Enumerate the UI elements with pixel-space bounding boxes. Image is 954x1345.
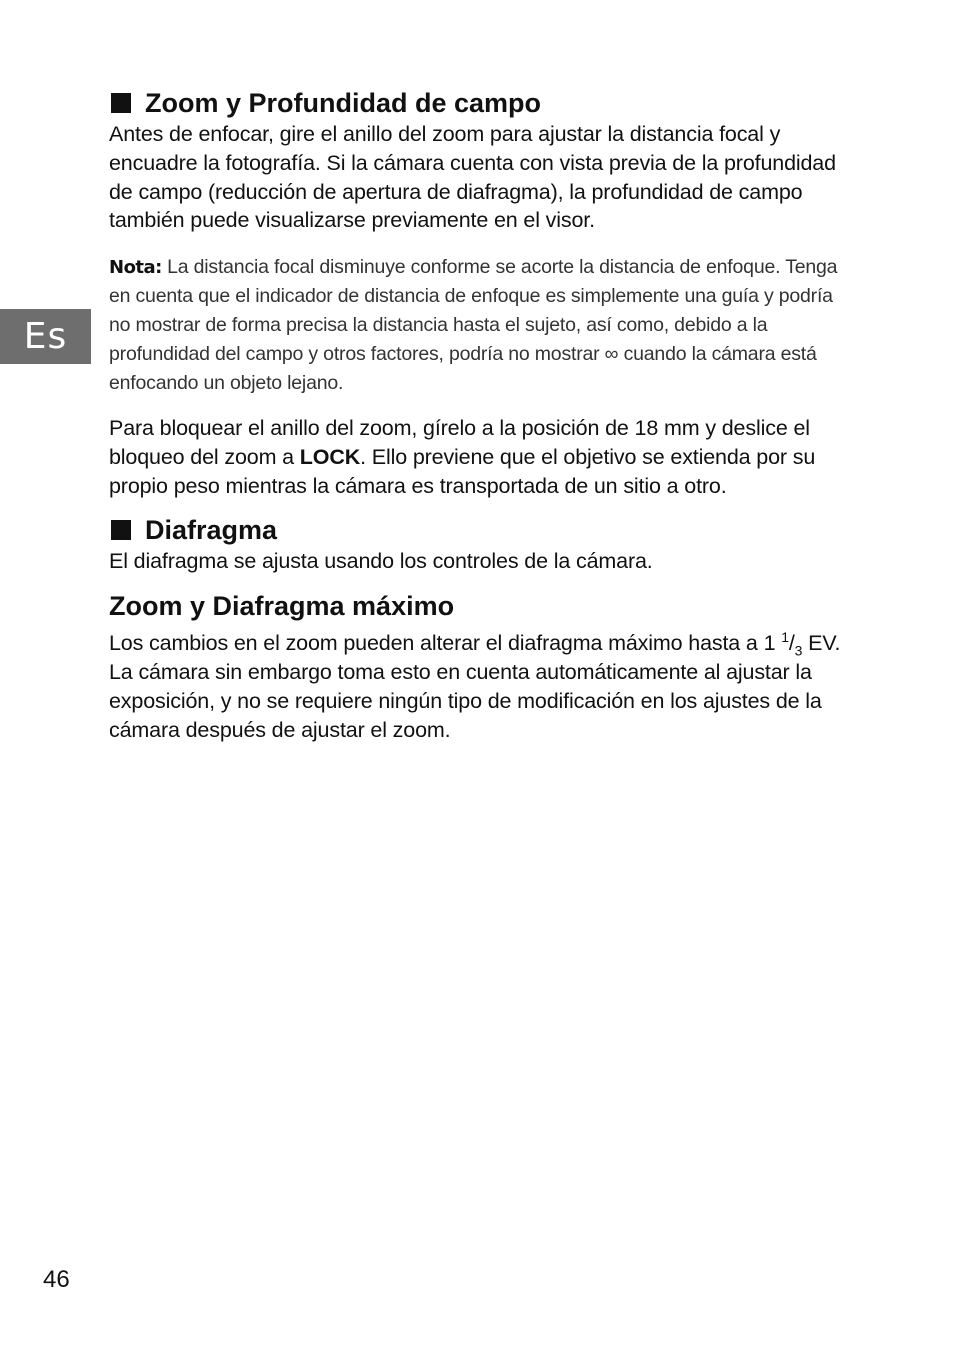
section-heading-aperture (109, 513, 845, 547)
zoom-max-aperture-paragraph (109, 629, 845, 744)
language-tab (0, 309, 91, 364)
fraction-separator: / (788, 631, 795, 656)
zoom-lock-paragraph (109, 414, 845, 500)
language-tab-label: Es (23, 316, 68, 357)
max-aperture-text-before: Los cambios en el zoom pueden alterar el diafragma máximo hasta a 1 (109, 631, 782, 656)
zoom-lock-text-before: Para bloquear el anillo del zoom, gírelo a la posición de 18 mm y deslice el bloqueo del zoom a (109, 416, 810, 469)
lock-word: LOCK (299, 444, 361, 469)
zoom-lock-text-after: . Ello previene que el objetivo se extienda por su propio peso mientras la cámara es transportada de un sitio a otro. (109, 444, 816, 498)
fraction-numerator: 1 (781, 629, 789, 646)
aperture-paragraph: El diafragma se ajusta usando los controles de la cámara. (109, 548, 653, 573)
fraction-denominator: 3 (794, 642, 803, 659)
page-number: 46 (43, 1266, 70, 1293)
section-heading-text: Zoom y Profundidad de campo (145, 88, 542, 118)
square-bullet-icon (111, 93, 131, 113)
section-heading-zoom-max-aperture: Zoom y Diafragma máximo (109, 591, 455, 622)
note-paragraph (109, 253, 845, 398)
note-label: Nota: (109, 257, 162, 279)
note-text: La distancia focal disminuye conforme se acorte la distancia de enfoque. Tenga en cuenta que el indicador de distancia de enfoque es simplemente una guía y podría no mostrar de forma precisa la distancia hasta el sujeto, así como, debido a la profundidad del campo y otros factores, podría no mostrar ∞ cuando la cámara está enfocando un objeto lejano. (109, 256, 838, 395)
section-heading-text: Diafragma (145, 514, 278, 545)
zoom-depth-paragraph: Antes de enfocar, gire el anillo del zoom para ajustar la distancia focal y encuadre la fotografía. Si la cámara cuenta con vista previa de la profundidad de campo (reducción de apertura de diafragma), la profundidad de campo también puede visualizarse previamente en el visor. (109, 122, 836, 233)
max-aperture-text-after: EV. La cámara sin embargo toma esto en cuenta automáticamente al ajustar la exposición, y no se requiere ningún tipo de modificación en los ajustes de la cámara después de ajustar el zoom. (109, 631, 841, 742)
square-bullet-icon (111, 520, 131, 540)
section-heading-zoom-depth (109, 86, 845, 120)
page-content (109, 86, 845, 745)
